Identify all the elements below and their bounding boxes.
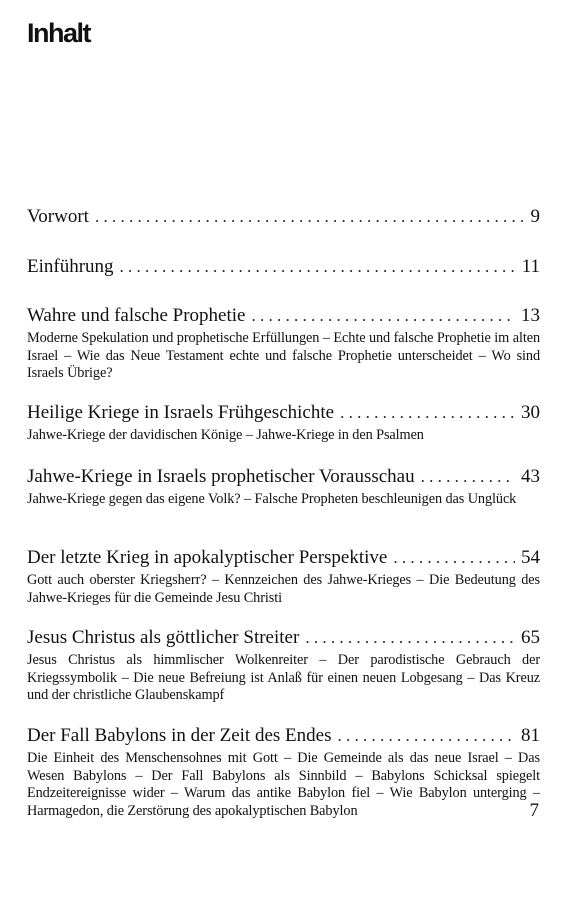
page-title: Inhalt xyxy=(27,18,90,48)
toc-entry-title: Vorwort xyxy=(27,206,89,227)
toc-entry-heilige-kriege xyxy=(27,399,540,445)
toc-page-number: 30 xyxy=(521,402,540,423)
toc-page-number: 65 xyxy=(521,627,540,648)
toc-entry-summary: Jesus Christus als himmlischer Wolkenreiter – Der parodistische Gebrauch der Kriegssymbolik – Die neue Befreiung ist Anlaß für einen neuen Lobgesang – Das Kreuz und der christliche Glaubenskampf xyxy=(27,652,540,704)
toc-page-number: 43 xyxy=(521,466,540,487)
toc-entry-jesus-christus xyxy=(27,624,540,705)
toc-page-number: 81 xyxy=(521,725,540,746)
toc-page-number: 13 xyxy=(521,305,540,326)
toc-entry-prophetie xyxy=(27,302,540,383)
toc-entry-summary: Jahwe-Kriege gegen das eigene Volk? – Falsche Propheten beschleunigen das Unglück xyxy=(27,491,517,507)
toc-entry-title: Jesus Christus als göttlicher Streiter xyxy=(27,627,300,648)
dot-leader xyxy=(251,302,515,330)
toc-page-number: 9 xyxy=(530,206,540,227)
toc-entry-title: Einführung xyxy=(27,256,114,277)
dot-leader xyxy=(421,463,515,491)
toc-entry-summary: Gott auch oberster Kriegsherr? – Kennzeichen des Jahwe-Krieges – Die Bedeutung des Jahwe-Krieges für die Gemeinde Jesu Christi xyxy=(27,572,540,606)
toc-entry-jahwe-kriege xyxy=(27,463,540,509)
toc-page-number: 54 xyxy=(521,547,540,568)
dot-leader xyxy=(305,624,515,652)
toc-entry-summary: Jahwe-Kriege der davidischen Könige – Jahwe-Kriege in den Psalmen xyxy=(27,427,424,443)
toc-entry-summary: Moderne Spekulation und prophetische Erfüllungen – Echte und falsche Prophetie im alten Israel – Wie das Neue Testament echte und falsche Prophetie unterscheidet – Wo sind Israels Übrige? xyxy=(27,330,540,382)
toc-page-number: 11 xyxy=(521,256,540,277)
dot-leader xyxy=(340,399,515,427)
toc-entry-title: Der Fall Babylons in der Zeit des Endes xyxy=(27,725,332,746)
toc-entry-title: Wahre und falsche Prophetie xyxy=(27,305,246,326)
toc-entry-title: Heilige Kriege in Israels Frühgeschichte xyxy=(27,402,335,423)
toc-entry-summary: Die Einheit des Menschensohnes mit Gott – Die Gemeinde als das neue Israel – Das Wesen Babylons – Der Fall Babylons als Sinnbild – Babylons Schicksal spiegelt Endzeitereignisse wider – Warum das antike Babylon fiel – Wie Babylon unterging – Harmagedon, die Zerstörung des apokalyptischen Babylon xyxy=(27,750,540,819)
dot-leader xyxy=(120,253,516,281)
dot-leader xyxy=(393,544,515,572)
toc-entry-fall-babylons xyxy=(27,722,540,820)
toc-entry-einfuehrung xyxy=(27,253,540,281)
toc-entry-vorwort xyxy=(27,203,540,231)
toc-entry-letzter-krieg xyxy=(27,544,540,607)
toc-entry-title: Der letzte Krieg in apokalyptischer Perspektive xyxy=(27,547,388,568)
dot-leader xyxy=(337,722,515,750)
dot-leader xyxy=(95,203,525,231)
page-number: 7 xyxy=(529,800,539,821)
toc-entry-title: Jahwe-Kriege in Israels prophetischer Vorausschau xyxy=(27,466,415,487)
